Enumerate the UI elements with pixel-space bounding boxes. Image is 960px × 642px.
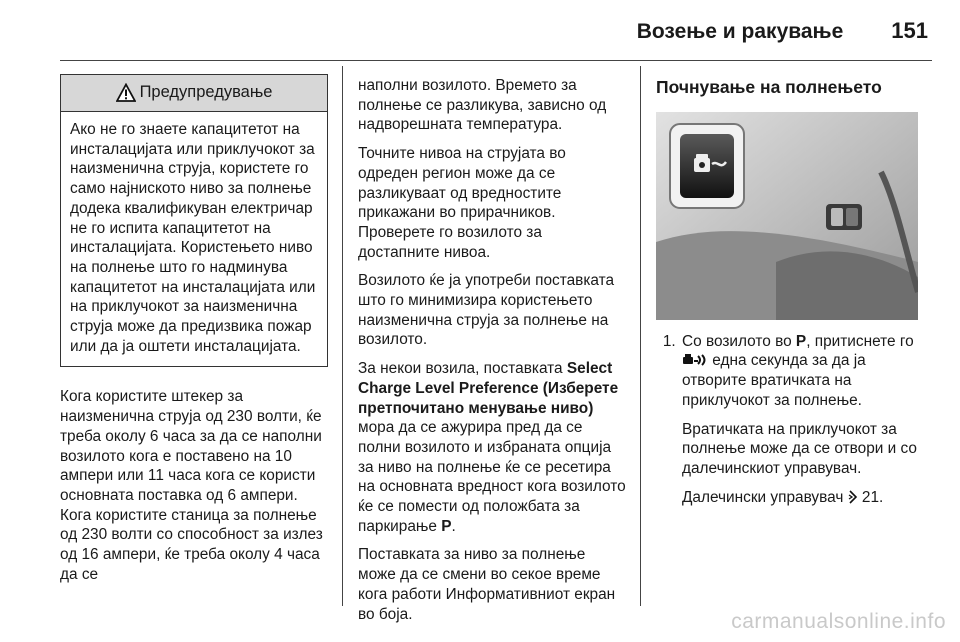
warning-title: Предупредување bbox=[139, 83, 273, 102]
column-divider bbox=[640, 66, 641, 606]
column-2 bbox=[358, 76, 626, 633]
section-heading: Почнување на полнењето bbox=[656, 77, 882, 97]
column-1 bbox=[60, 68, 328, 593]
text-run: . bbox=[879, 488, 884, 506]
steps-list bbox=[656, 332, 926, 508]
page-reference-arrow-icon bbox=[848, 490, 858, 504]
paragraph: Точните нивоа на струјата во одреден регион може да се разликуваат од вредностите прикажани во прирачников. Проверете го возилото за достапните нивоа. bbox=[358, 145, 566, 261]
menu-option-name: Select Charge Level Preference (Изберете претпочитано менување ниво) bbox=[358, 360, 619, 417]
note-text: Вратичката на приклучокот за полнење може да се отвори и со далечинскиот управувач. bbox=[682, 420, 917, 477]
text-run: Далечински управувач bbox=[682, 488, 848, 506]
text-run: , притиснете го bbox=[806, 332, 914, 350]
page-header bbox=[60, 18, 928, 48]
park-symbol: P bbox=[795, 332, 807, 350]
column-3 bbox=[656, 76, 926, 516]
charging-time-paragraph: Кога користите штекер за наизменична струја од 230 волти, ќе треба околу 6 часа за да се наполни возилото кога е поставено на 10 ампери или 11 часа кога се користи основната поставка од 6 ампери. Кога користите станица за полнење од 230 волти со способност за излез од 16 ампери, ќе треба околу 4 часа да се bbox=[60, 388, 323, 583]
charge-level-paragraph bbox=[358, 359, 626, 536]
warning-triangle-icon bbox=[116, 83, 136, 103]
watermark: carmanualsonline.info bbox=[731, 610, 946, 633]
page-title: Возење и ракување bbox=[636, 20, 844, 43]
paragraph: наполни возилото. Времето за полнење се разликува, зависно од надворешната температура. bbox=[358, 77, 607, 134]
header-rule bbox=[60, 60, 932, 61]
page-reference: 21 bbox=[861, 488, 880, 506]
cross-reference bbox=[682, 488, 926, 508]
page-number: 151 bbox=[891, 18, 928, 43]
warning-header bbox=[61, 75, 327, 112]
column-divider bbox=[342, 66, 343, 606]
paragraph: Возилото ќе ја употреби поставката што го минимизира користењето наизменична струја за полнење на возилото. bbox=[358, 272, 615, 349]
warning-text: Ако не го знаете капацитетот на инсталацијата или приклучокот за наизменична струја, користете го само најниското ниво за полнење додека квалификуван електричар не го испита капацитетот на инсталацијата. Користењето ниво на полнење што го надминува капацитетот на инсталацијата или на приклучокот за наизменична струја може да предизвика пожар или да ја оштети инсталацијата. bbox=[70, 121, 316, 355]
step-text bbox=[682, 332, 926, 411]
charge-door-button-photo bbox=[656, 112, 918, 320]
text-run: мора да се ажурира пред да се полни возилото и избраната опција за ниво на полнење ќе се ресетира на основната вредност кога возилото ќе се помести од положбата за паркирање bbox=[358, 419, 626, 535]
text-run: една секунда за да ја отворите вратичката на приклучокот за полнење. bbox=[682, 352, 866, 409]
list-item bbox=[680, 332, 926, 508]
warning-box bbox=[60, 74, 328, 367]
text-run: За некои возила, поставката bbox=[358, 360, 567, 378]
text-run: Со возилото во bbox=[682, 332, 796, 350]
paragraph: Поставката за ниво за полнење може да се смени во секое време кога работи Информативниот екран во боја. bbox=[358, 546, 616, 623]
text-run: . bbox=[451, 517, 456, 535]
charge-port-door-icon bbox=[682, 353, 708, 367]
park-symbol: P bbox=[441, 517, 452, 535]
